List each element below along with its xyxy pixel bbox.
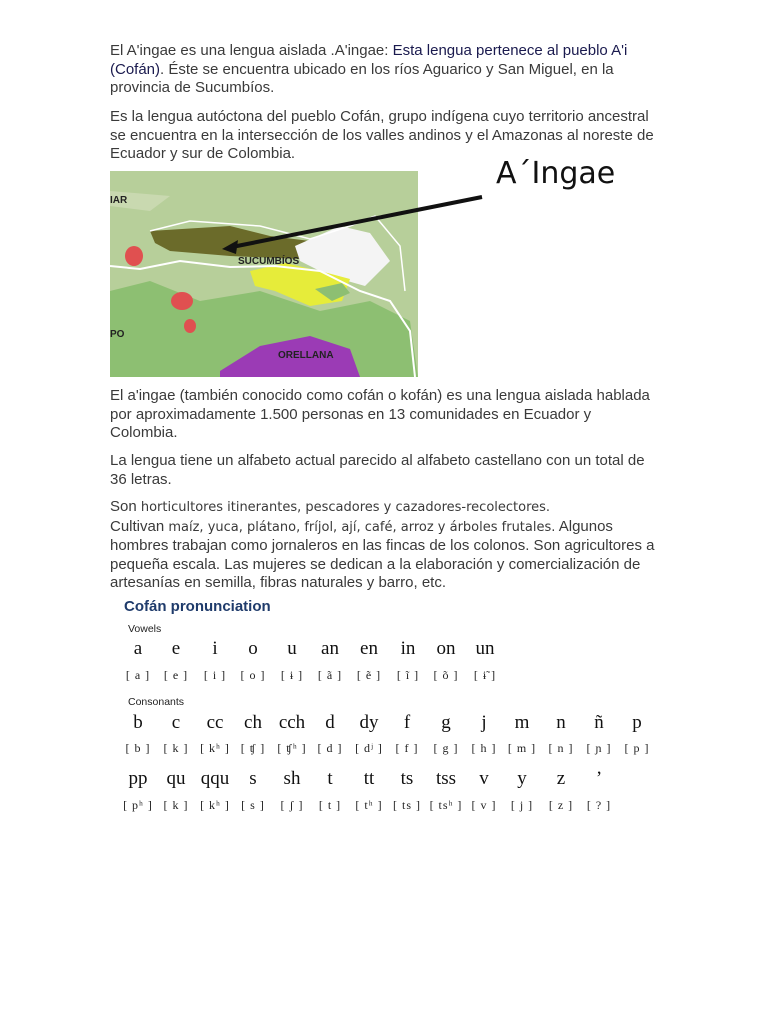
ipa-symbol: [ i ] bbox=[203, 668, 227, 682]
ipa-symbol: [ j ] bbox=[510, 798, 534, 812]
ipa-symbol: [ o ] bbox=[240, 668, 266, 682]
ipa-symbol: [ ɨ̃ ] bbox=[473, 668, 497, 682]
grapheme: f bbox=[403, 712, 411, 733]
grapheme: in bbox=[400, 638, 416, 659]
ipa-symbol: [ ʃ ] bbox=[280, 798, 304, 812]
ipa-symbol: [ kʰ ] bbox=[200, 741, 230, 755]
ipa-symbol: [ t ] bbox=[318, 798, 342, 812]
vowels-label: Vowels bbox=[128, 623, 162, 635]
grapheme: o bbox=[248, 638, 258, 659]
ipa-symbol: [ p ] bbox=[624, 741, 650, 755]
ipa-symbol: [ f ] bbox=[395, 741, 419, 755]
grapheme: ch bbox=[244, 712, 262, 733]
intro-text-end: . Éste se encuentra ubicado en los ríos Aguarico y San Miguel, en la provincia de Sucumbíos. bbox=[110, 60, 614, 96]
ipa-symbol: [ pʰ ] bbox=[123, 798, 153, 812]
grapheme: g bbox=[441, 712, 451, 733]
grapheme: sh bbox=[283, 768, 301, 789]
ipa-symbol: [ b ] bbox=[125, 741, 151, 755]
grapheme: y bbox=[517, 768, 527, 789]
callout-label: A´Ingae bbox=[496, 156, 616, 191]
ipa-symbol: [ d ] bbox=[317, 741, 343, 755]
livelihood-rest: Algunos hombres trabajan como jornaleros en las fincas de los colonos. Son agricultores a pequeña escala. Las mujeres se dedican a la elaboración y comercialización de artesanías en semilla, fibras naturales y barro, etc. bbox=[110, 517, 655, 591]
ipa-symbol: [ õ ] bbox=[433, 668, 459, 682]
intro-text: El A'ingae es una lengua aislada .A'ingae: bbox=[110, 42, 393, 59]
map-label-sucumbios: SUCUMBÍOS bbox=[238, 256, 300, 267]
grapheme: i bbox=[212, 638, 218, 659]
ipa-symbol: [ ẽ ] bbox=[356, 668, 382, 682]
ipa-symbol: [ tsʰ ] bbox=[429, 798, 463, 812]
map-label-orellana: ORELLANA bbox=[278, 350, 334, 361]
grapheme: u bbox=[287, 638, 297, 659]
grapheme: dy bbox=[359, 712, 379, 733]
ipa-symbol: [ dʲ ] bbox=[355, 741, 383, 755]
livelihood-activities: horticultores itinerantes, pescadores y cazadores-recolectores. bbox=[140, 500, 551, 515]
grapheme: s bbox=[249, 768, 257, 789]
paragraph-speakers: El a'ingae (también conocido como cofán o kofán) es una lengua aislada hablada por aproximadamente 1.500 personas en 13 comunidades en Ecuador y Colombia. bbox=[110, 387, 650, 441]
grapheme: p bbox=[632, 712, 642, 733]
grapheme: j bbox=[481, 712, 487, 733]
ipa-symbol: [ ĩ ] bbox=[396, 668, 420, 682]
ipa-symbol: [ ã ] bbox=[317, 668, 343, 682]
crops-list: maíz, yuca, plátano, fríjol, ají, café, arroz y árboles frutales. bbox=[168, 519, 556, 535]
ipa-symbol: [ n ] bbox=[548, 741, 574, 755]
grapheme: an bbox=[321, 638, 339, 659]
ipa-symbol: [ k ] bbox=[163, 741, 189, 755]
grapheme: qu bbox=[166, 768, 186, 789]
grapheme: ts bbox=[400, 768, 414, 789]
pronunciation-table bbox=[118, 598, 658, 828]
intro-highlight: Esta lengua pertenece al pueblo A'i (Cofán) bbox=[110, 42, 628, 78]
grapheme: e bbox=[171, 638, 181, 659]
ipa-symbol: [ s ] bbox=[241, 798, 265, 812]
ipa-symbol: [ ɲ ] bbox=[586, 741, 612, 755]
pronunciation-title: Cofán pronunciation bbox=[124, 598, 271, 615]
ipa-symbol: [ h ] bbox=[471, 741, 497, 755]
map-label-left-mid: PO bbox=[110, 329, 125, 340]
grapheme: un bbox=[475, 638, 495, 659]
grapheme: n bbox=[556, 712, 566, 733]
paragraph-livelihood bbox=[110, 498, 658, 593]
grapheme: z bbox=[556, 768, 566, 789]
grapheme: m bbox=[514, 712, 530, 733]
grapheme: d bbox=[325, 712, 335, 733]
ipa-symbol: [ z ] bbox=[548, 798, 574, 812]
grapheme: ’ bbox=[595, 768, 603, 789]
grapheme: on bbox=[436, 638, 456, 659]
ipa-symbol: [ tʰ ] bbox=[355, 798, 383, 812]
ipa-symbol: [ g ] bbox=[433, 741, 459, 755]
ipa-symbol: [ kʰ ] bbox=[200, 798, 230, 812]
grapheme: c bbox=[171, 712, 181, 733]
grapheme: v bbox=[479, 768, 489, 789]
grapheme: t bbox=[327, 768, 333, 789]
grapheme: a bbox=[133, 638, 143, 659]
ipa-symbol: [ ? ] bbox=[586, 798, 612, 812]
ipa-symbol: [ ʧ ] bbox=[240, 741, 266, 755]
grapheme: tt bbox=[363, 768, 375, 789]
ipa-symbol: [ v ] bbox=[471, 798, 497, 812]
map-image bbox=[110, 171, 418, 377]
grapheme: cc bbox=[206, 712, 224, 733]
ipa-symbol: [ m ] bbox=[507, 741, 537, 755]
grapheme: ñ bbox=[594, 712, 604, 733]
grapheme: qqu bbox=[200, 768, 230, 789]
ipa-symbol: [ ʧʰ ] bbox=[277, 741, 307, 755]
grapheme: en bbox=[360, 638, 378, 659]
ipa-symbol: [ a ] bbox=[125, 668, 151, 682]
ipa-symbol: [ ɨ ] bbox=[280, 668, 304, 682]
consonants-label: Consonants bbox=[128, 696, 185, 708]
ipa-symbol: [ e ] bbox=[163, 668, 189, 682]
grapheme: b bbox=[133, 712, 143, 733]
territory-map bbox=[110, 171, 418, 377]
ipa-symbol: [ k ] bbox=[163, 798, 189, 812]
livelihood-lead: Son bbox=[110, 498, 141, 515]
map-label-left-top: IAR bbox=[110, 195, 128, 206]
crops-lead: Cultivan bbox=[110, 517, 169, 535]
grapheme: cch bbox=[278, 712, 306, 733]
grapheme: pp bbox=[128, 768, 148, 789]
grapheme: tss bbox=[435, 768, 457, 789]
paragraph-intro bbox=[110, 42, 658, 98]
paragraph-alphabet: La lengua tiene un alfabeto actual parecido al alfabeto castellano con un total de 36 letras. bbox=[110, 452, 645, 488]
ipa-symbol: [ ts ] bbox=[393, 798, 421, 812]
paragraph-origin: Es la lengua autóctona del pueblo Cofán, grupo indígena cuyo territorio ancestral se encuentra en la intersección de los valles andinos y el Amazonas al noreste de Ecuador y sur de Colombia. bbox=[110, 108, 654, 162]
